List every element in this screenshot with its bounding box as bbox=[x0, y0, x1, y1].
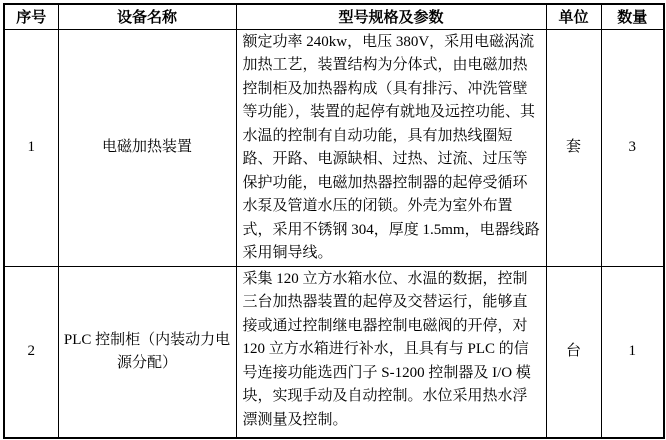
table-row bbox=[4, 266, 664, 438]
header-row bbox=[4, 4, 664, 29]
cell-device-name: 电磁加热装置 bbox=[58, 29, 236, 266]
col-header-quantity: 数量 bbox=[601, 4, 664, 29]
cell-quantity: 1 bbox=[601, 266, 664, 438]
col-header-device-name: 设备名称 bbox=[58, 4, 236, 29]
equipment-spec-table bbox=[3, 3, 665, 439]
cell-device-name: PLC 控制柜（内装动力电源分配） bbox=[58, 266, 236, 438]
col-header-spec: 型号规格及参数 bbox=[236, 4, 546, 29]
cell-unit: 台 bbox=[546, 266, 601, 438]
cell-unit: 套 bbox=[546, 29, 601, 266]
cell-serial: 2 bbox=[4, 266, 58, 438]
cell-spec: 采集 120 立方水箱水位、水温的数据，控制三台加热器装置的起停及交替运行，能够直接或通过控制继电器控制电磁阀的开停，对 120 立方水箱进行补水，且具有与 PLC 的信号连接功能选西门子 S-1200 控制器及 I/O 模块，实现手动及自动控制。水位采用热水浮漂测量及控制。 bbox=[236, 266, 546, 438]
cell-serial: 1 bbox=[4, 29, 58, 266]
cell-quantity: 3 bbox=[601, 29, 664, 266]
col-header-unit: 单位 bbox=[546, 4, 601, 29]
col-header-serial: 序号 bbox=[4, 4, 58, 29]
cell-spec: 额定功率 240kw，电压 380V，采用电磁涡流加热工艺，装置结构为分体式，由电磁加热控制柜及加热器构成（具有排污、冲洗管壁等功能），装置的起停有就地及远控功能、其水温的控制有自动功能，具有加热线圈短路、开路、电源缺相、过热、过流、过压等保护功能，电磁加热器控制器的起停受循环水泵及管道水压的闭锁。外壳为室外布置式，采用不锈钢 304，厚度 1.5mm，电器线路采用铜导线。 bbox=[236, 29, 546, 266]
table-row bbox=[4, 29, 664, 266]
